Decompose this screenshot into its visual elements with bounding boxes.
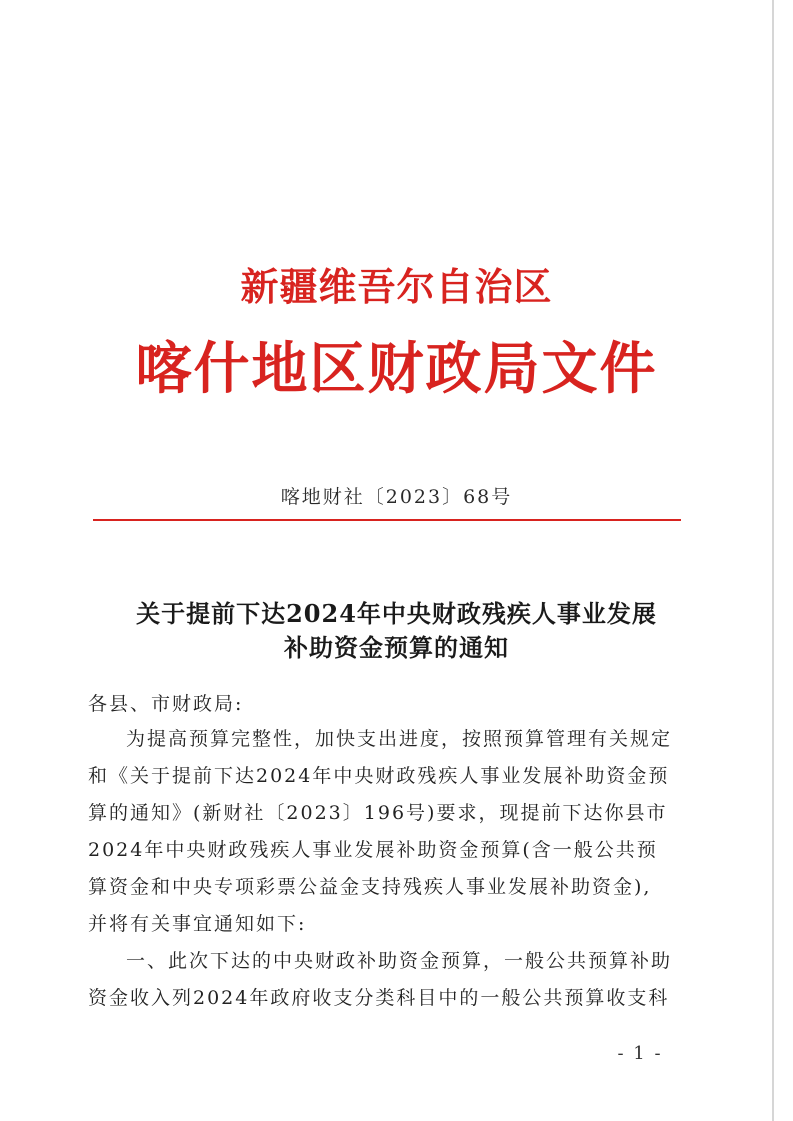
body-line: 算的通知》(新财社〔2023〕196号)要求，现提前下达你县市 bbox=[88, 802, 668, 824]
document-title-line-1: 关于提前下达2024年中央财政残疾人事业发展 bbox=[136, 599, 657, 628]
salutation: 各县、市财政局: bbox=[88, 693, 244, 715]
body-line: 算资金和中央专项彩票公益金支持残疾人事业发展补助资金), bbox=[88, 876, 652, 898]
document-number: 喀地财社〔2023〕68号 bbox=[280, 486, 513, 508]
document-title-line-2: 补助资金预算的通知 bbox=[284, 633, 509, 662]
issuer-region-heading: 新疆维吾尔自治区 bbox=[240, 264, 553, 309]
red-divider-line bbox=[93, 519, 681, 521]
body-line: 和《关于提前下达2024年中央财政残疾人事业发展补助资金预 bbox=[88, 765, 670, 787]
body-line: 资金收入列2024年政府收支分类科目中的一般公共预算收支科 bbox=[88, 987, 670, 1009]
page-number: - 1 - bbox=[617, 1043, 663, 1064]
issuer-document-heading: 喀什地区财政局文件 bbox=[135, 336, 658, 402]
scan-edge-line bbox=[772, 0, 774, 1121]
body-line: 2024年中央财政残疾人事业发展补助资金预算(含一般公共预 bbox=[88, 839, 658, 861]
body-line: 一、此次下达的中央财政补助资金预算，一般公共预算补助 bbox=[126, 950, 673, 972]
body-line: 并将有关事宜通知如下: bbox=[88, 913, 307, 935]
body-line: 为提高预算完整性，加快支出进度，按照预算管理有关规定 bbox=[126, 728, 673, 750]
